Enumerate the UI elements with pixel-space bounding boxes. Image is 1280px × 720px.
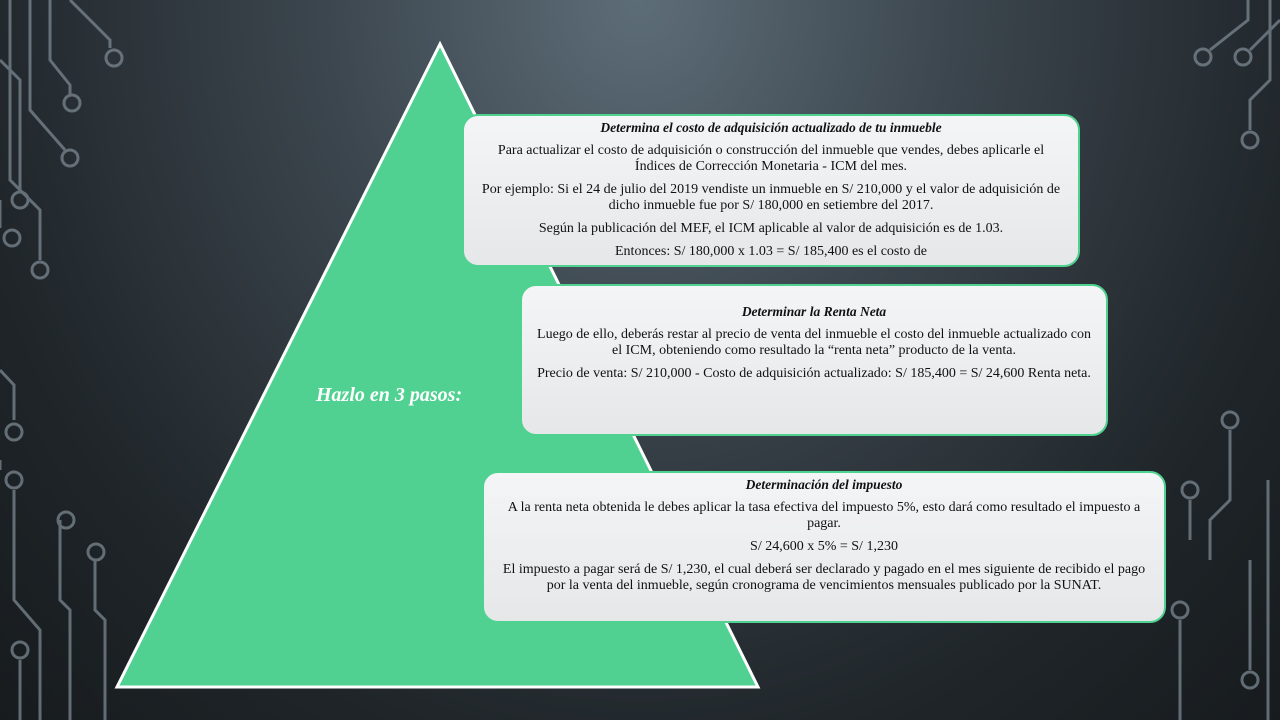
- step-2-title: Determinar la Renta Neta: [741, 304, 887, 319]
- step-1-paragraph: Entonces: S/ 180,000 x 1.03 = S/ 185,400 es el costo de: [615, 244, 927, 259]
- step-1-paragraph: Por ejemplo: Si el 24 de julio del 2019 vendiste un inmueble en S/ 210,000 y el valor de adquisición de dicho inmueble fue por S/ 180,000 en setiembre del 2017.: [481, 182, 1061, 213]
- step-1-box: [462, 114, 1080, 267]
- step-3-paragraph: S/ 24,600 x 5% = S/ 1,230: [750, 539, 898, 554]
- step-3-paragraph: El impuesto a pagar será de S/ 1,230, el cual deberá ser declarado y pagado en el mes siguiente de recibido el pago por la venta del inmueble, según cronograma de vencimientos mensuales publicado por la SUNAT.: [502, 562, 1146, 593]
- step-2-paragraph: Precio de venta: S/ 210,000 - Costo de adquisición actualizado: S/ 185,400 = S/ 24,600 Renta neta.: [537, 366, 1091, 381]
- step-2-paragraph: Luego de ello, deberás restar al precio de venta del inmueble el costo del inmueble actualizado con el ICM, obteniendo como resultado la “renta neta” producto de la venta.: [537, 327, 1091, 358]
- step-1-paragraph: Para actualizar el costo de adquisición o construcción del inmueble que vendes, debes aplicarle el Índices de Corrección Monetaria - ICM del mes.: [497, 143, 1045, 174]
- step-3-paragraph: A la renta neta obtenida le debes aplicar la tasa efectiva del impuesto 5%, esto dará como resultado el impuesto a pagar.: [507, 500, 1141, 531]
- step-1-title: Determina el costo de adquisición actualizado de tu inmueble: [600, 120, 942, 135]
- step-1-paragraph: Según la publicación del MEF, el ICM aplicable al valor de adquisición es de 1.03.: [538, 221, 1004, 236]
- step-3-box: [482, 471, 1166, 623]
- pyramid-label: Hazlo en 3 pasos:: [316, 384, 463, 406]
- step-2-box: [520, 284, 1108, 436]
- step-3-title: Determinación del impuesto: [745, 477, 903, 492]
